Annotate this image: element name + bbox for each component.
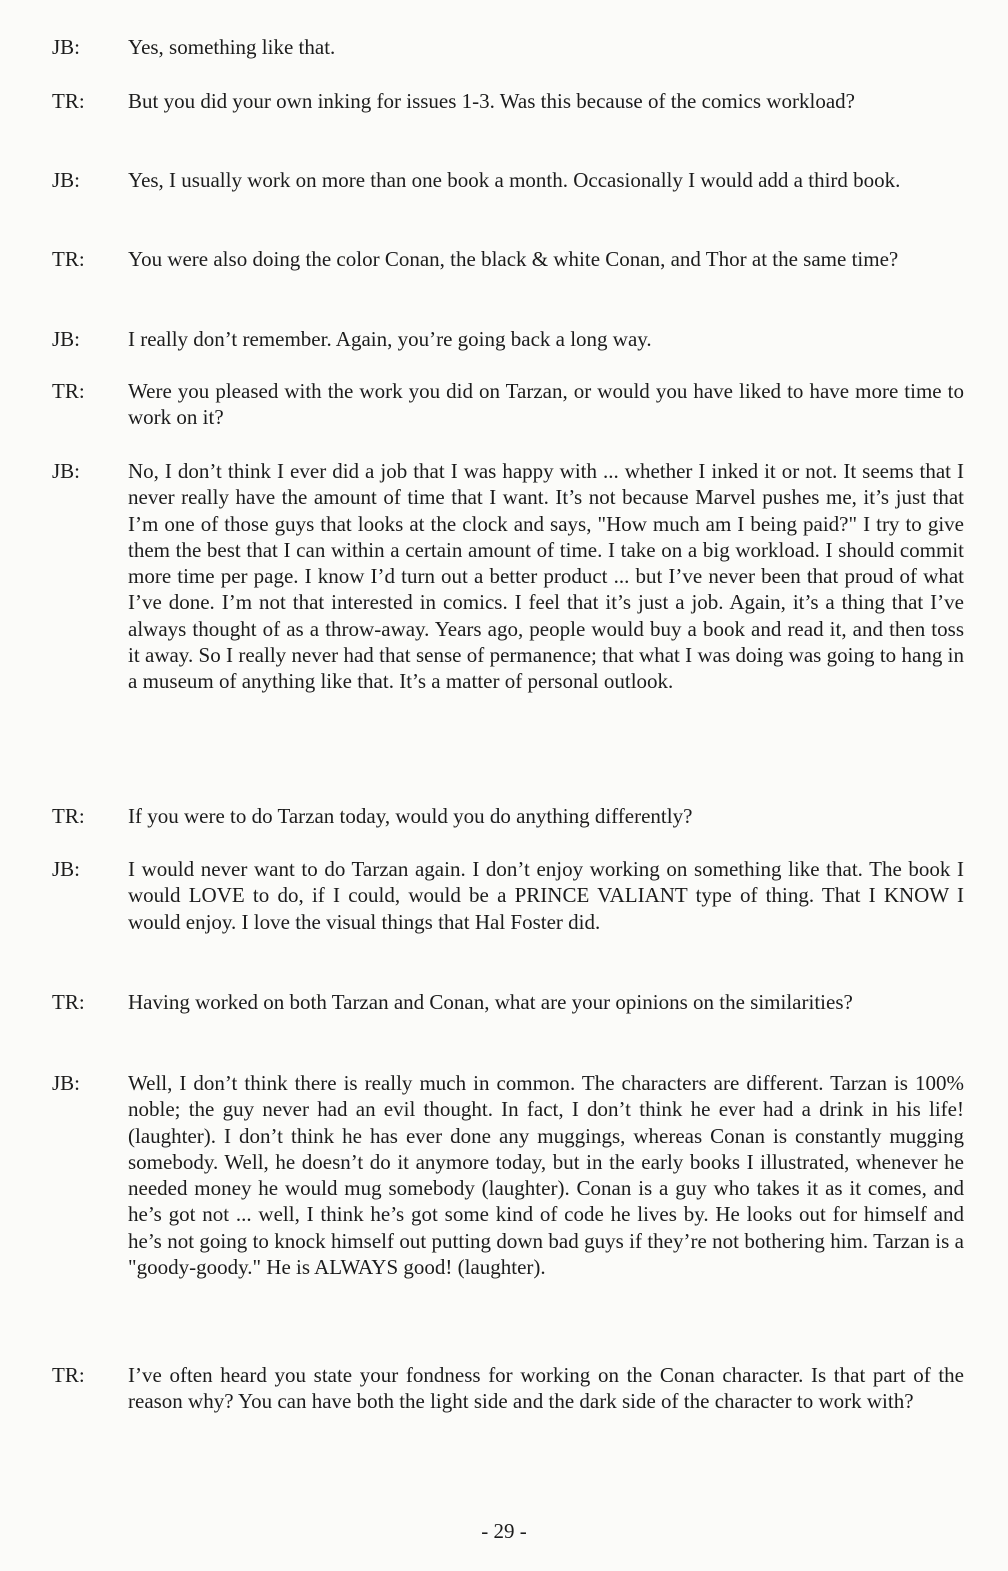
speaker-label: TR: <box>52 247 85 271</box>
speaker-label: JB: <box>52 857 81 881</box>
speaker-label: JB: <box>52 35 81 59</box>
dialogue-text: I’ve often heard you state your fondness for working on the Conan character. Is that part of the reason why? You can have both the light side and the dark side of the character to work with? <box>128 1363 964 1414</box>
speaker-label: TR: <box>52 990 85 1014</box>
speaker-label: JB: <box>52 327 81 351</box>
dialogue-text: Yes, something like that. <box>128 35 336 59</box>
dialogue-text: Were you pleased with the work you did on Tarzan, or would you have liked to have more time to work on it? <box>128 379 964 430</box>
dialogue-text: No, I don’t think I ever did a job that I was happy with ... whether I inked it or not. It seems that I never really have the amount of time that I want. It’s not because Marvel pushes me, it’s just that I’m one of those guys that looks at the clock and says, "How much am I being paid?" I try to give them the best that I can within a certain amount of time. I take on a big workload. I should commit more time per page. I know I’d turn out a better product ... but I’ve never been that proud of what I’ve done. I’m not that interested in comics. I feel that it’s just a job. Again, it’s a thing that I’ve always thought of as a throw-away. Years ago, people would buy a book and read it, and then toss it away. So I really never had that sense of permanence; that what I was doing was going to hang in a museum of anything like that. It’s a matter of personal outlook. <box>128 459 964 694</box>
dialogue-text: You were also doing the color Conan, the black & white Conan, and Thor at the same time? <box>128 247 899 271</box>
speaker-label: JB: <box>52 1071 81 1095</box>
dialogue-text: But you did your own inking for issues 1-3. Was this because of the comics workload? <box>128 89 855 113</box>
speaker-label: JB: <box>52 168 81 192</box>
dialogue-text: If you were to do Tarzan today, would you do anything differently? <box>128 804 693 828</box>
dialogue-text: I really don’t remember. Again, you’re going back a long way. <box>128 327 652 351</box>
speaker-label: JB: <box>52 459 81 483</box>
speaker-label: TR: <box>52 804 85 828</box>
dialogue-text: Having worked on both Tarzan and Conan, what are your opinions on the similarities? <box>128 990 853 1014</box>
page-number: - 29 - <box>481 1519 527 1543</box>
speaker-label: TR: <box>52 1363 85 1387</box>
dialogue-text: Well, I don’t think there is really much in common. The characters are different. Tarzan is 100% noble; the guy never had an evil thought. In fact, I don’t think he ever had a drink in his life! (laughter). I don’t think he has ever done any muggings, whereas Conan is constantly mugging somebody. Well, he doesn’t do it anymore today, but in the early books I illustrated, whenever he needed money he would mug somebody (laughter). Conan is a guy who takes it as it comes, and he’s got not ... well, I think he’s got some kind of code he lives by. He looks out for himself and he’s not going to knock himself out putting down bad guys if they’re not bothering him. Tarzan is a "goody-goody." He is ALWAYS good! (laughter). <box>128 1071 964 1280</box>
dialogue-text: I would never want to do Tarzan again. I don’t enjoy working on something like that. The book I would LOVE to do, if I could, would be a PRINCE VALIANT type of thing. That I KNOW I would enjoy. I love the visual things that Hal Foster did. <box>128 857 964 934</box>
dialogue-text: Yes, I usually work on more than one book a month. Occasionally I would add a third book. <box>128 168 901 192</box>
speaker-label: TR: <box>52 89 85 113</box>
speaker-label: TR: <box>52 379 85 403</box>
